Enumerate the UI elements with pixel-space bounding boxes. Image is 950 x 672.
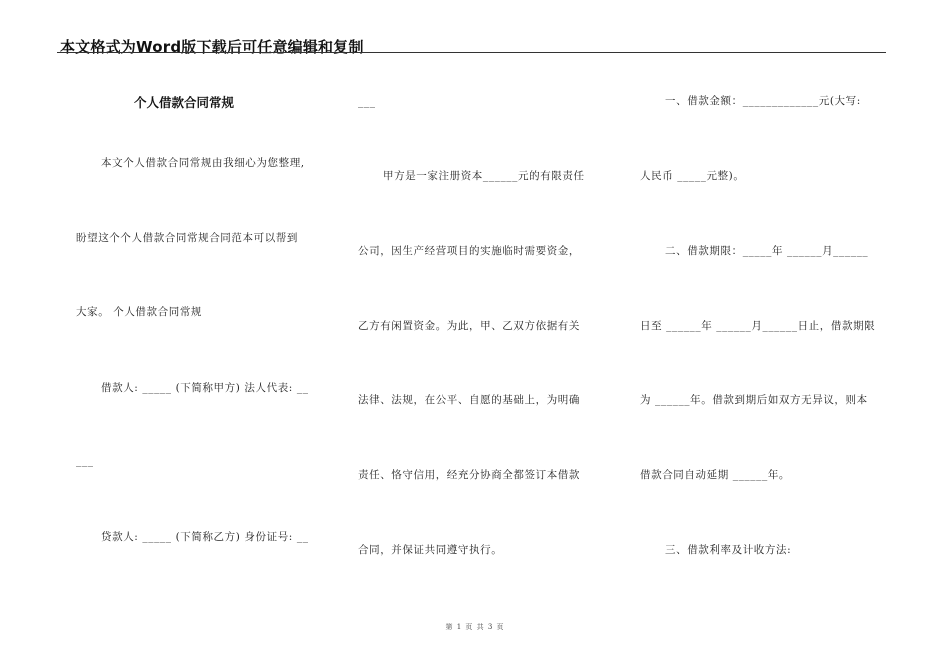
page-number: 第 1 页 共 3 页 bbox=[445, 623, 505, 631]
text-line: 借款人: _____ (下简称甲方) 法人代表: __ bbox=[101, 382, 309, 394]
text-line: 为 ______年。借款到期后如双方无异议，则本 bbox=[640, 394, 868, 406]
text-line: 盼望这个个人借款合同常规合同范本可以帮到 bbox=[76, 232, 298, 244]
text-line: 一、借款金额：_____________元(大写: bbox=[665, 95, 861, 107]
text-line: ___ bbox=[358, 96, 376, 108]
text-line: 贷款人: _____ (下简称乙方) 身份证号: __ bbox=[101, 531, 309, 543]
text-line: 大家。 个人借款合同常规 bbox=[76, 306, 203, 318]
text-line: 借款合同自动延期 ______年。 bbox=[640, 469, 791, 481]
text-line: 乙方有闲置资金。为此，甲、乙双方依据有关 bbox=[358, 320, 580, 332]
text-line: 甲方是一家注册资本______元的有限责任 bbox=[383, 170, 585, 182]
text-line: 合同，并保证共同遵守执行。 bbox=[358, 544, 503, 556]
text-line: 法律、法规，在公平、自愿的基础上，为明确 bbox=[358, 394, 580, 406]
text-line: 责任、恪守信用，经充分协商全都签订本借款 bbox=[358, 469, 580, 481]
text-line: 本文个人借款合同常规由我细心为您整理, bbox=[101, 157, 305, 169]
text-line: 三、借款利率及计收方法: bbox=[665, 544, 792, 556]
text-line: 二、借款期限：_____年 ______月______ bbox=[665, 245, 869, 257]
document-title: 个人借款合同常规 bbox=[134, 95, 235, 110]
text-line: 人民币 _____元整)。 bbox=[640, 170, 745, 182]
text-line: ___ bbox=[76, 455, 94, 467]
text-line: 日至 ______年 ______月______日止，借款期限 bbox=[640, 320, 876, 332]
header-divider bbox=[57, 52, 886, 53]
text-line: 公司，因生产经营项目的实施临时需要资金， bbox=[358, 245, 580, 257]
header-title: 本文格式为Word版下载后可任意编辑和复制 bbox=[60, 38, 364, 56]
